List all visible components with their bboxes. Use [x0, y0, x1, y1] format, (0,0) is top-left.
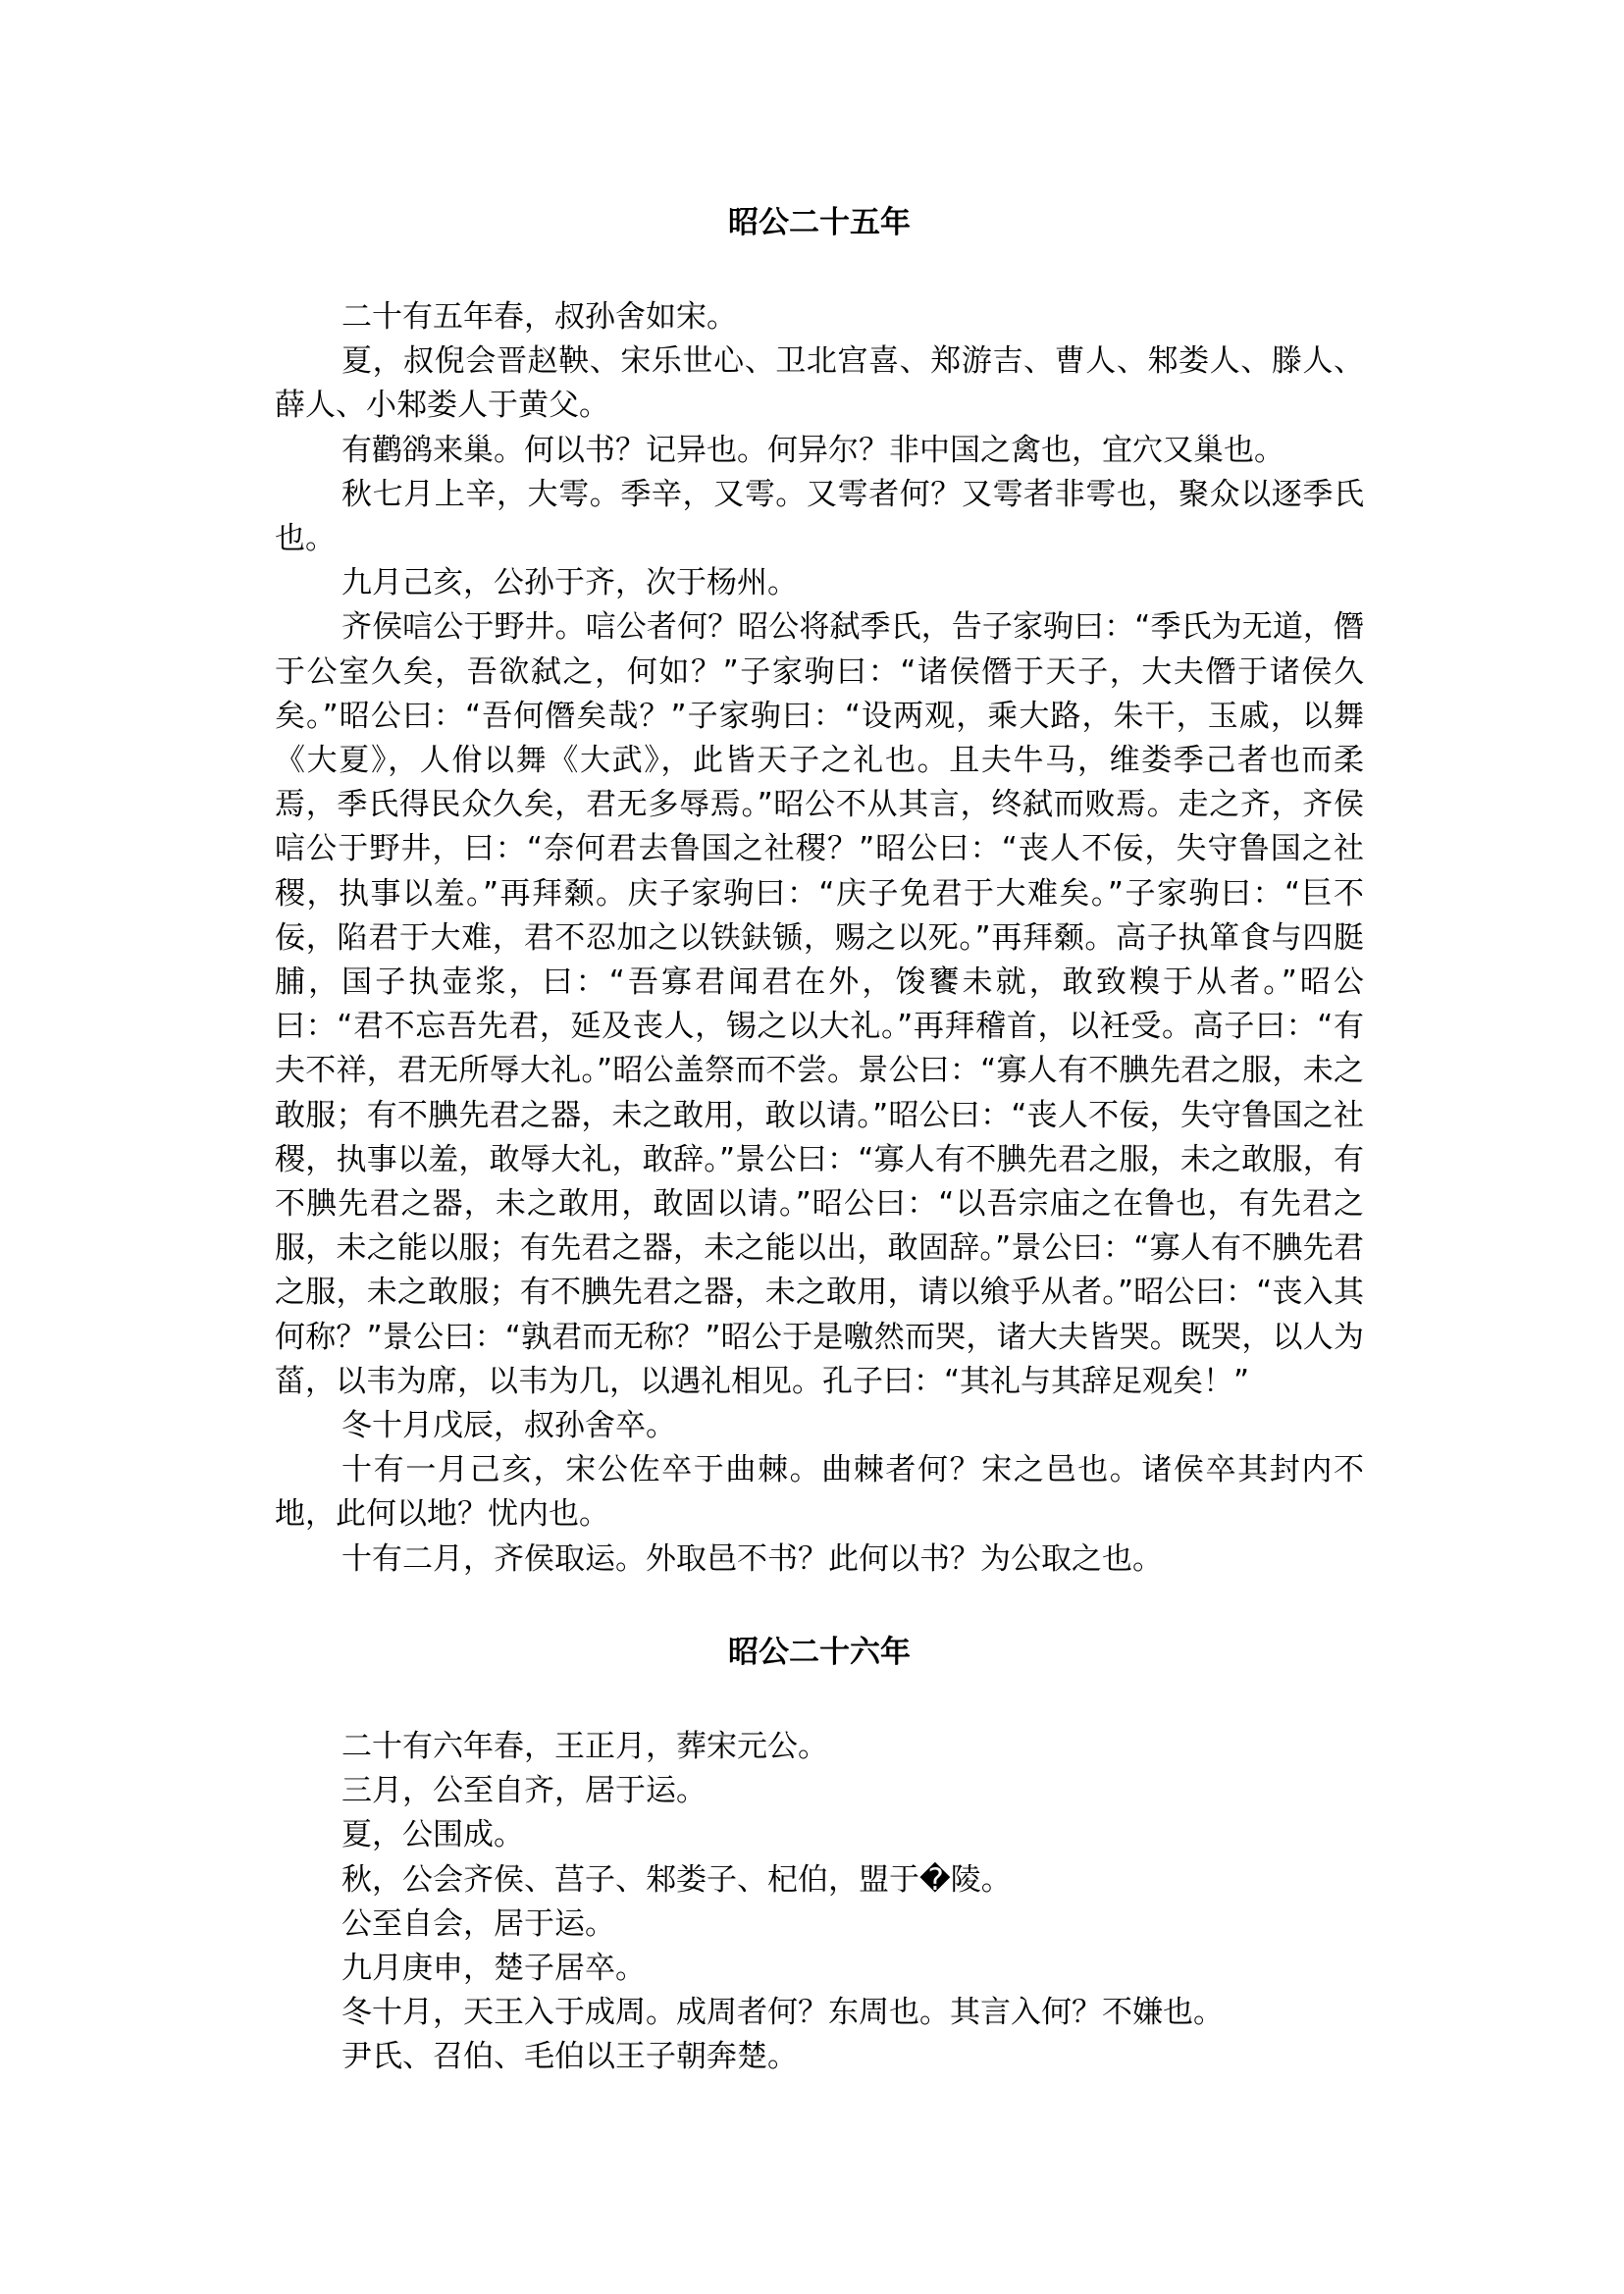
- paragraph: 夏，叔倪会晋赵鞅、宋乐世心、卫北宫喜、郑游吉、曹人、邾娄人、滕人、薛人、小邾娄人于黄父。: [275, 343, 1364, 424]
- paragraph: 二十有五年春，叔孙舍如宋。: [341, 299, 737, 335]
- paragraph: 九月庚申，楚子居卒。: [341, 1950, 646, 1986]
- section-title: 昭公二十六年: [728, 1634, 911, 1670]
- paragraph: 二十有六年春，王正月，葬宋元公。: [341, 1728, 828, 1764]
- paragraph: 秋七月上辛，大雩。季辛，又雩。又雩者何？又雩者非雩也，聚众以逐季氏也。: [275, 476, 1364, 557]
- paragraph: 三月，公至自齐，居于运。: [341, 1773, 707, 1809]
- paragraph: 秋，公会齐侯、莒子、邾娄子、杞伯，盟于�陵。: [341, 1861, 1012, 1898]
- paragraph: 夏，公围成。: [341, 1817, 524, 1853]
- paragraph: 尹氏、召伯、毛伯以王子朝奔楚。: [341, 2039, 798, 2075]
- paragraph: 十有二月，齐侯取运。外取邑不书？此何以书？为公取之也。: [341, 1540, 1163, 1577]
- paragraph: 十有一月己亥，宋公佐卒于曲棘。曲棘者何？宋之邑也。诸侯卒其封内不地，此何以地？忧内也。: [275, 1452, 1364, 1533]
- section-body: [275, 295, 1364, 1582]
- paragraph: 九月己亥，公孙于齐，次于杨州。: [341, 565, 798, 601]
- paragraph: 公至自会，居于运。: [341, 1905, 615, 1942]
- section-title: 昭公二十五年: [728, 205, 911, 240]
- document-body: [275, 201, 1364, 2080]
- paragraph: 齐侯唁公于野井。唁公者何？昭公将弑季氏，告子家驹曰：“季氏为无道，僭于公室久矣，吾欲弑之，何如？”子家驹曰：“诸侯僭于天子，大夫僭于诸侯久矣。”昭公曰：“吾何僭矣哉？”子家驹曰：“设两观，乘大路，朱干，玉戚，以舞《大夏》，人佾以舞《大武》，此皆天子之礼也。且夫牛马，维娄季己者也而柔焉，季氏得民众久矣，君无多辱焉。”昭公不从其言，终弑而败焉。走之齐，齐侯唁公于野井，曰：“奈何君去鲁国之社稷？”昭公曰：“丧人不佞，失守鲁国之社稷，执事以羞。”再拜颡。庆子家驹曰：“庆子免君于大难矣。”子家驹曰：“巨不佞，陷君于大难，君不忍加之以铁鈇锧，赐之以死。”再拜颡。高子执箪食与四脡脯，国子执壶浆，曰：“吾寡君闻君在外，馂饔未就，敢致糗于从者。”昭公曰：“君不忘吾先君，延及丧人，锡之以大礼。”再拜稽首，以衽受。高子曰：“有夫不祥，君无所辱大礼。”昭公盖祭而不尝。景公曰：“寡人有不腆先君之服，未之敢服；有不腆先君之器，未之敢用，敢以请。”昭公曰：“丧人不佞，失守鲁国之社稷，执事以羞，敢辱大礼，敢辞。”景公曰：“寡人有不腆先君之服，未之敢服，有不腆先君之器，未之敢用，敢固以请。”昭公曰：“以吾宗庙之在鲁也，有先君之服，未之能以服；有先君之器，未之能以出，敢固辞。”景公曰：“寡人有不腆先君之服，未之敢服；有不腆先君之器，未之敢用，请以飨乎从者。”昭公曰：“丧入其何称？”景公曰：“孰君而无称？”昭公于是噭然而哭，诸大夫皆哭。既哭，以人为菑，以韦为席，以韦为几，以遇礼相见。孔子曰：“其礼与其辞足观矣！”: [275, 609, 1364, 1399]
- paragraph: 有鹳鹆来巢。何以书？记异也。何异尔？非中国之禽也，宜穴又巢也。: [341, 432, 1284, 468]
- section-body: [275, 1725, 1364, 2080]
- paragraph: 冬十月，天王入于成周。成周者何？东周也。其言入何？不嫌也。: [341, 1995, 1224, 2031]
- paragraph: 冬十月戊辰，叔孙舍卒。: [341, 1408, 676, 1444]
